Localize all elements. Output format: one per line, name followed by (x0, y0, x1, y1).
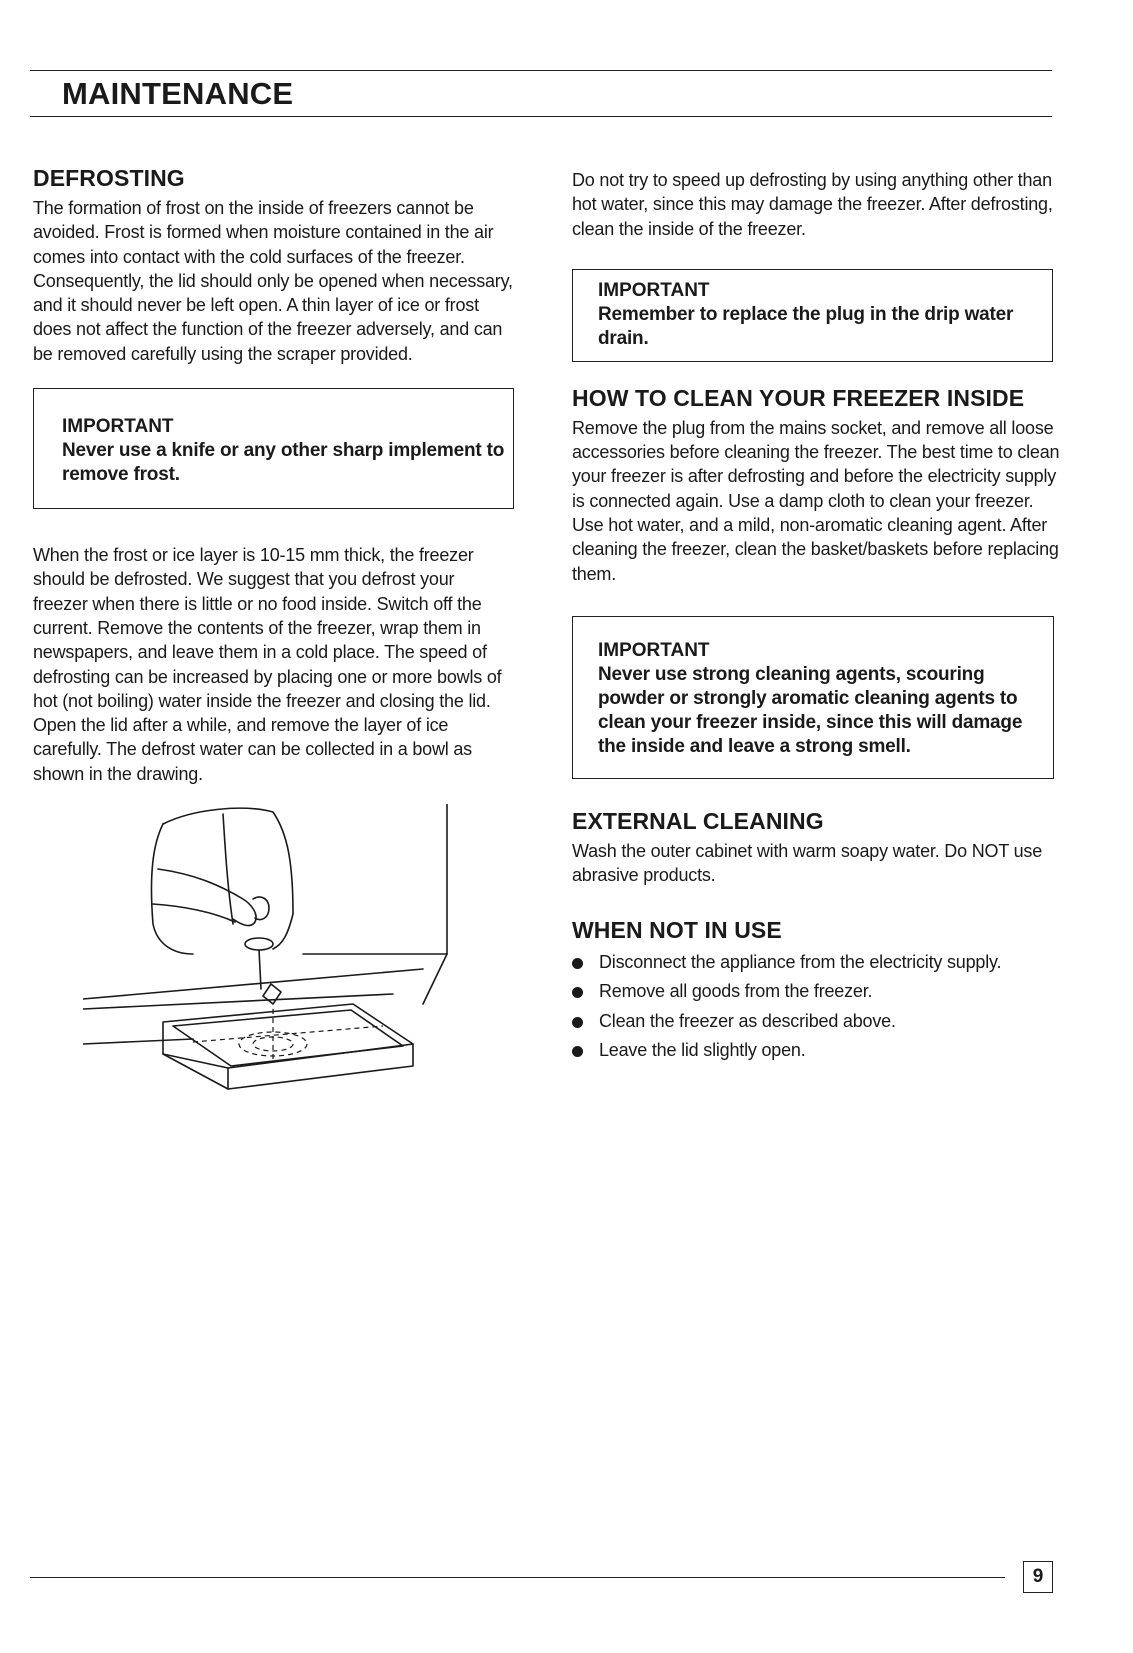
defrosting-paragraph-2: When the frost or ice layer is 10-15 mm thick, the freezer should be defrosted. We suggest that you defrost your freezer when there is little or no food inside. Switch off the current. Remove the contents of the freezer, wrap them in newspapers, and leave them in a cold place. The speed of defrosting can be increased by placing one or more bowls of hot (not boiling) water inside the freezer and closing the lid. Open the lid after a while, and remove the layer of ice carefully. The defrost water can be collected in a bowl as shown in the drawing. (33, 545, 502, 784)
page-title: MAINTENANCE (62, 76, 294, 111)
defrosting-heading: DEFROSTING (33, 165, 185, 191)
list-item-text: Leave the lid slightly open. (599, 1040, 806, 1061)
important-label: IMPORTANT (598, 639, 710, 661)
external-cleaning-paragraph: Wash the outer cabinet with warm soapy water. Do NOT use abrasive products. (572, 840, 1043, 886)
bullet-icon (572, 987, 583, 998)
important-box-cleaning-agents (572, 616, 1054, 779)
list-item-text: Clean the freezer as described above. (599, 1010, 896, 1031)
list-item-text: Disconnect the appliance from the electricity supply. (599, 951, 1002, 972)
bottom-rule (30, 1577, 1005, 1578)
list-item-text: Remove all goods from the freezer. (599, 981, 873, 1002)
important-text: Never use strong cleaning agents, scouring powder or strongly aromatic cleaning agents to clean your freezer inside, since this will damage the inside and leave a strong smell. (598, 663, 1023, 757)
defrosting-paragraph-3: Do not try to speed up defrosting by using anything other than hot water, since this may damage the freezer. After defrosting, clean the inside of the freezer. (572, 170, 1053, 239)
list-item (572, 1036, 1060, 1066)
top-rule (30, 70, 1052, 71)
important-label: IMPORTANT (598, 279, 710, 301)
external-cleaning-heading: EXTERNAL CLEANING (572, 807, 824, 834)
page-number: 9 (1023, 1561, 1053, 1593)
right-column (572, 168, 1060, 1066)
left-column (33, 164, 513, 1104)
defrost-drawing (83, 804, 463, 1104)
list-item (572, 977, 1060, 1007)
important-label: IMPORTANT (62, 416, 174, 438)
clean-inside-heading: HOW TO CLEAN YOUR FREEZER INSIDE (572, 384, 1025, 411)
important-box-plug (572, 269, 1053, 362)
list-item (572, 948, 1060, 978)
title-underline-rule (30, 116, 1052, 117)
clean-inside-paragraph: Remove the plug from the mains socket, and remove all loose accessories before cleaning the freezer. The best time to clean your freezer is after defrosting and before the electricity supply is connected again. Use a damp cloth to clean your freezer. Use hot water, and a mild, non-aromatic cleaning agent. After cleaning the freezer, clean the basket/baskets before replacing them. (572, 417, 1060, 584)
when-not-in-use-list (572, 948, 1060, 1066)
list-item (572, 1007, 1060, 1037)
bullet-icon (572, 1046, 583, 1057)
when-not-in-use-heading: WHEN NOT IN USE (572, 916, 782, 943)
important-box-knife (33, 388, 514, 509)
important-text: Remember to replace the plug in the drip water drain. (598, 303, 1014, 349)
bullet-icon (572, 1017, 583, 1028)
important-text: Never use a knife or any other sharp implement to remove frost. (62, 440, 505, 486)
bullet-icon (572, 958, 583, 969)
defrosting-paragraph-1: The formation of frost on the inside of freezers cannot be avoided. Frost is formed when moisture contained in the air comes into contact with the cold surfaces of the freezer. Consequently, the lid should only be opened when necessary, and it should never be left open. A thin layer of ice or frost does not affect the function of the freezer adversely, and can be removed carefully using the scraper provided. (33, 198, 513, 364)
